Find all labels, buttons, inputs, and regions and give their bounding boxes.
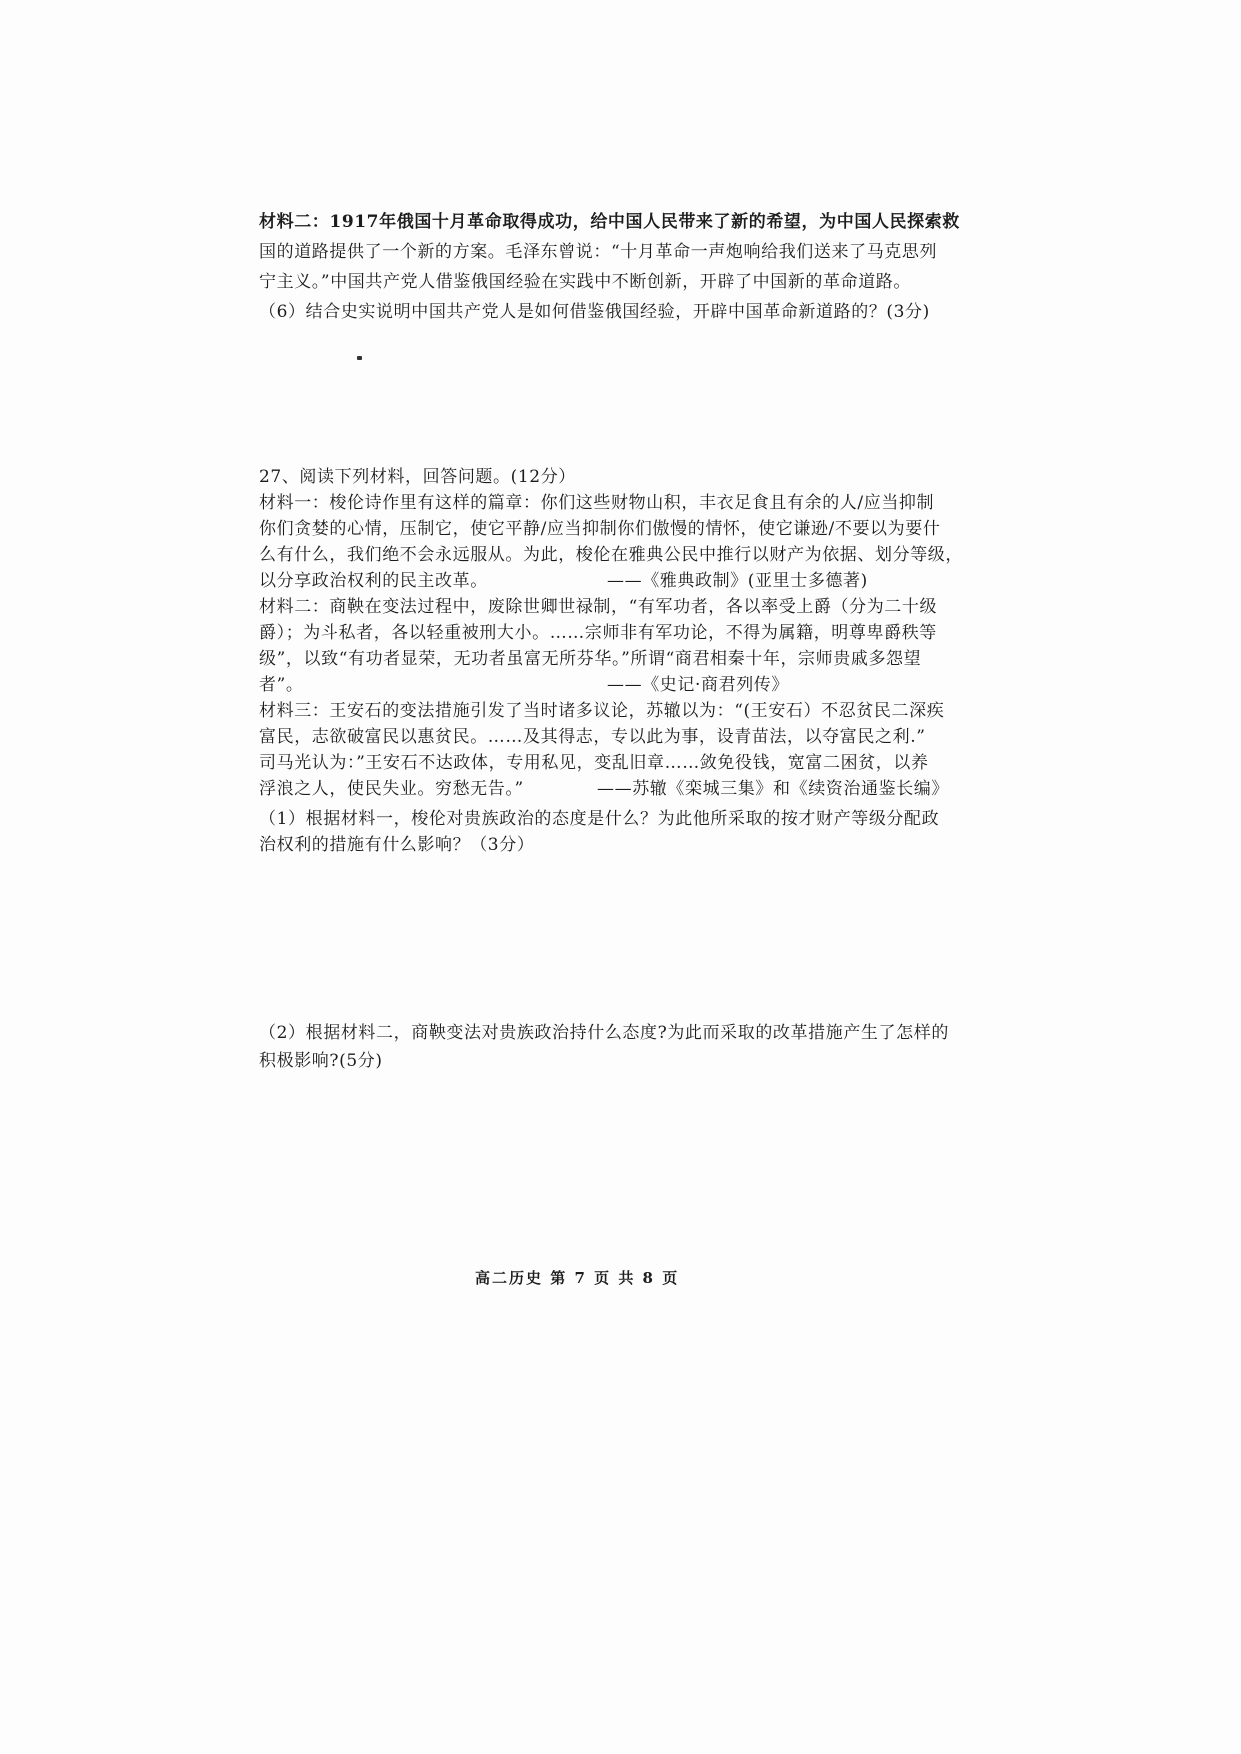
section1-question-6: （6）结合史实说明中国共产党人是如何借鉴俄国经验，开辟中国革命新道路的？(3分) [259, 302, 930, 322]
section1-line-1: 材料二：1917年俄国十月革命取得成功，给中国人民带来了新的希望，为中国人民探索救 [259, 212, 960, 232]
material1-source: ——《雅典政制》(亚里士多德著) [607, 571, 868, 591]
material3-source: ——苏辙《栾城三集》和《续资治通鉴长编》 [597, 779, 949, 799]
page-footer: 高二历史 第 7 页 共 8 页 [475, 1269, 680, 1287]
material2-line-1: 材料二：商鞅在变法过程中，废除世卿世禄制，“有军功者，各以率受上爵（分为二十级 [259, 597, 938, 617]
question27-title: 27、阅读下列材料，回答问题。(12分） [259, 467, 576, 487]
material2-line-4: 者”。 [259, 675, 304, 695]
question27-1-line-1: （1）根据材料一，梭伦对贵族政治的态度是什么？为此他所采取的按才财产等级分配政 [259, 809, 940, 829]
material1-line-3: 么有什么，我们绝不会永远服从。为此，梭伦在雅典公民中推行以财产为依据、划分等级， [259, 545, 963, 565]
material2-line-2: 爵）；为斗私者，各以轻重被刑大小。……宗师非有军功论，不得为属籍，明尊卑爵秩等 [259, 623, 937, 643]
material2-line-3: 级”，以致“有功者显荣，无功者虽富无所芬华。”所谓“商君相秦十年，宗师贵戚多怨望 [259, 649, 922, 669]
question27-2-line-2: 积极影响?(5分) [259, 1051, 383, 1071]
material3-line-1: 材料三：王安石的变法措施引发了当时诸多议论，苏辙以为：“(王安石）不忍贫民二深疾 [259, 701, 945, 721]
material1-line-4: 以分享政治权利的民主改革。 [259, 571, 488, 591]
question27-1-line-2: 治权利的措施有什么影响？（3分） [259, 835, 535, 855]
section1-line-3: 宁主义。”中国共产党人借鉴俄国经验在实践中不断创新，开辟了中国新的革命道路。 [259, 272, 911, 292]
material3-line-4: 浮浪之人，使民失业。穷愁无告。” [259, 779, 524, 799]
material2-source: ——《史记·商君列传》 [607, 675, 790, 695]
material3-line-2: 富民，志欲破富民以惠贫民。……及其得志，专以此为事，设青苗法，以夺富民之利.” [259, 727, 926, 747]
section1-line-2: 国的道路提供了一个新的方案。毛泽东曾说：“十月革命一声炮响给我们送来了马克思列 [259, 242, 938, 262]
material3-line-3: 司马光认为：”王安石不达政体，专用私见，变乱旧章……敛免役钱，宽富二困贫，以养 [259, 753, 929, 773]
material1-line-2: 你们贪婪的心情，压制它，使它平静/应当抑制你们傲慢的情怀，使它谦逊/不要以为要什 [259, 519, 941, 539]
question27-2-line-1: （2）根据材料二，商鞅变法对贵族政治持什么态度?为此而采取的改革措施产生了怎样的 [259, 1023, 949, 1043]
scan-speck [357, 356, 362, 360]
material1-line-1: 材料一：梭伦诗作里有这样的篇章：你们这些财物山积，丰衣足食且有余的人/应当抑制 [259, 493, 935, 513]
